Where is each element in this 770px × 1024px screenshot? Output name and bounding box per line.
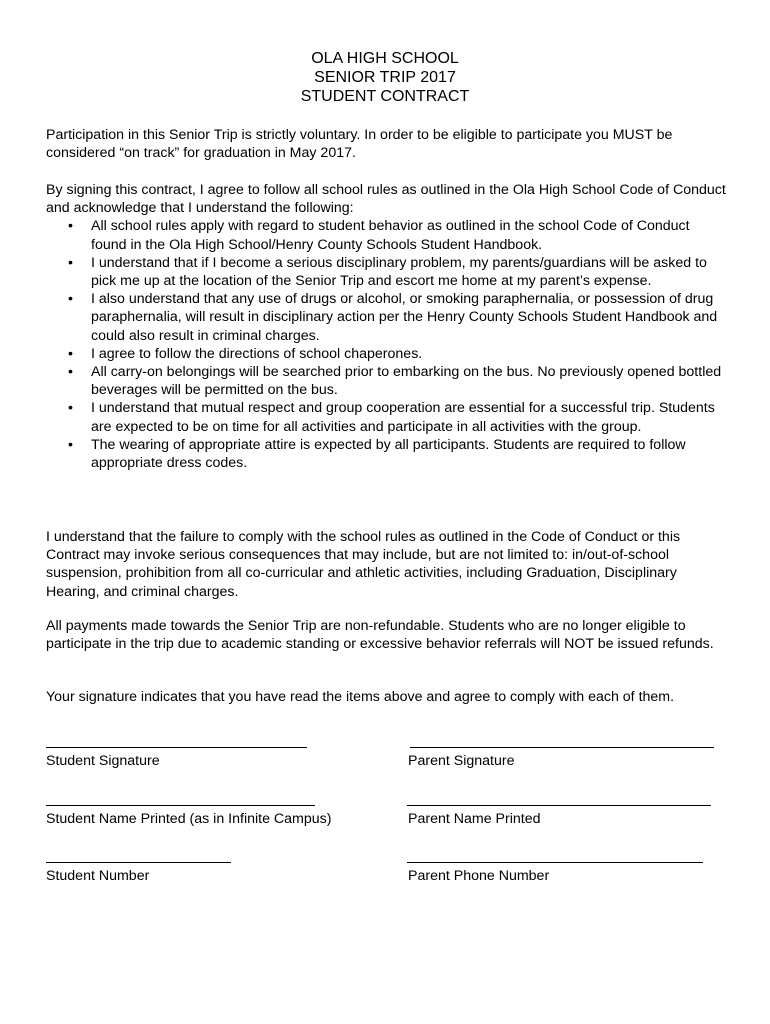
bullet-icon: • [68, 400, 73, 417]
parent-name-line[interactable] [407, 805, 711, 806]
signature-note: Your signature indicates that you have read the items above and agree to comply with each of them. [46, 689, 675, 705]
rule-item [46, 290, 726, 345]
parent-name-label: Parent Name Printed [408, 811, 541, 827]
student-name-label: Student Name Printed (as in Infinite Campus) [46, 811, 332, 827]
title-school: OLA HIGH SCHOOL [311, 50, 459, 67]
student-signature-line[interactable] [46, 747, 307, 748]
document-title [0, 49, 770, 106]
agreement-section [46, 181, 726, 472]
rule-item [46, 217, 726, 253]
rule-text: I understand that if I become a serious disciplinary problem, my parents/guardians will be asked to pick me up at the location of the Senior Trip and escort me home at my parent’s expense. [91, 254, 707, 290]
parent-signature-line[interactable] [410, 747, 714, 748]
student-number-line[interactable] [46, 862, 231, 863]
bullet-icon: • [68, 291, 73, 308]
agreement-intro: By signing this contract, I agree to follow all school rules as outlined in the Ola High School Code of Conduct and acknowledge that I understand the following: [46, 182, 726, 217]
rule-item [46, 436, 726, 472]
rule-item [46, 363, 726, 399]
intro-paragraph: Participation in this Senior Trip is strictly voluntary. In order to be eligible to participate you MUST be considered “on track” for graduation in May 2017. [46, 127, 673, 162]
payments-paragraph: All payments made towards the Senior Trip are non-refundable. Students who are no longer eligible to participate in the trip due to academic standing or excessive behavior referrals will NOT be issued refunds. [46, 618, 714, 653]
student-number-label: Student Number [46, 868, 150, 884]
rule-item [46, 399, 726, 435]
rule-text: I agree to follow the directions of school chaperones. [91, 345, 423, 362]
parent-signature-label: Parent Signature [408, 753, 515, 769]
rule-item [46, 345, 726, 363]
rule-text: I understand that mutual respect and group cooperation are essential for a successful trip. Students are expected to be on time for all activities and participate in all activities with the group. [91, 400, 715, 435]
rule-item [46, 254, 726, 290]
bullet-icon: • [68, 254, 73, 271]
consequences-paragraph: I understand that the failure to comply with the school rules as outlined in the Code of Conduct or this Contract may invoke serious consequences that may include, but are not limited to: in/out-of-school suspension, prohibition from all co-curricular and athletic activities, including Graduation, Disciplinary Hearing, and criminal charges. [46, 529, 681, 600]
title-contract: STUDENT CONTRACT [300, 88, 470, 105]
bullet-icon: • [68, 218, 73, 235]
rules-list [46, 217, 726, 472]
rule-text: The wearing of appropriate attire is expected by all participants. Students are required to follow appropriate dress codes. [91, 436, 686, 472]
rule-text: All carry-on belongings will be searched prior to embarking on the bus. No previously opened bottled beverages will be permitted on the bus. [91, 364, 722, 399]
rule-text: I also understand that any use of drugs or alcohol, or smoking paraphernalia, or possession of drug paraphernalia, will result in disciplinary action per the Henry County Schools Student Handbook and could also result in criminal charges. [91, 291, 718, 344]
student-signature-label: Student Signature [46, 753, 160, 769]
bullet-icon: • [68, 436, 73, 453]
parent-phone-line[interactable] [407, 862, 703, 863]
bullet-icon: • [68, 345, 73, 362]
bullet-icon: • [68, 364, 73, 381]
title-trip: SENIOR TRIP 2017 [314, 69, 456, 86]
parent-phone-label: Parent Phone Number [408, 868, 550, 884]
student-name-line[interactable] [46, 805, 315, 806]
rule-text: All school rules apply with regard to student behavior as outlined in the school Code of Conduct found in the Ola High School/Henry County Schools Student Handbook. [91, 218, 690, 253]
